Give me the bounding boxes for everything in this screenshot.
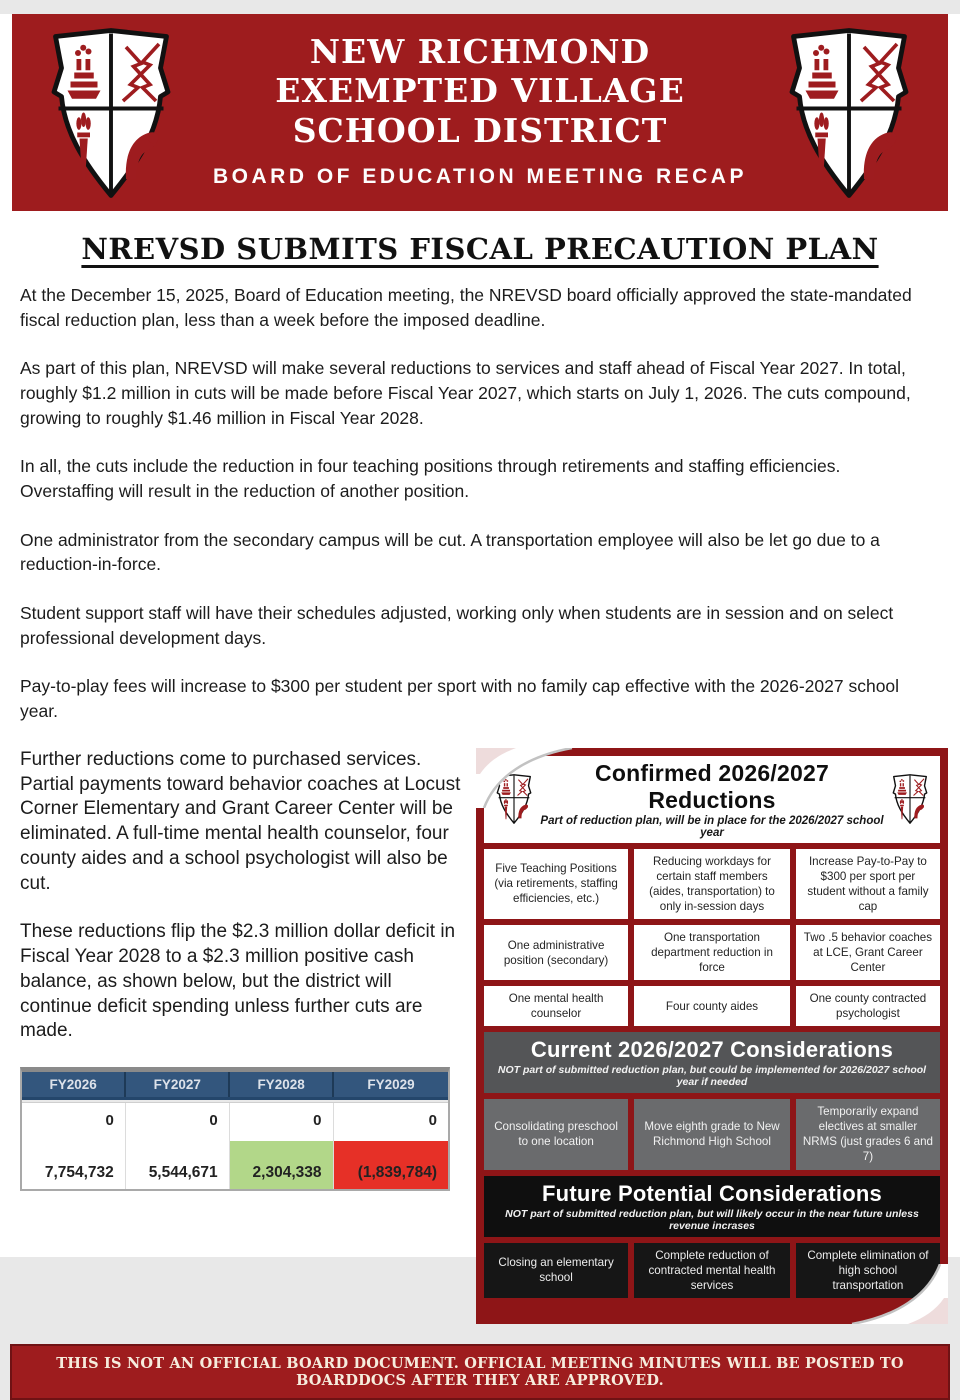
paragraph: Further reductions come to purchased services. Partial payments toward behavior coaches at Locust Corner Elementary and Grant Career Center will be eliminated. A full-time mental health counselor, four county aides and a school psychologist will also be cut.	[20, 748, 461, 895]
current-subtitle: NOT part of submitted reduction plan, but could be implemented for 2026/2027 school year if needed	[497, 1064, 927, 1089]
disclaimer-bar: THIS IS NOT AN OFFICIAL BOARD DOCUMENT. OFFICIAL MEETING MINUTES WILL BE POSTED TO BOARDDOCS AFTER THEY ARE APPROVED.	[10, 1344, 950, 1400]
table-cell: 0	[22, 1103, 125, 1141]
consideration-item: Consolidating preschool to one location	[484, 1099, 628, 1169]
school-crest-icon	[774, 23, 924, 203]
swoosh-decoration-icon	[848, 1264, 948, 1324]
table-cell: 7,754,732	[22, 1141, 125, 1189]
table-cell-positive: 2,304,338	[229, 1141, 333, 1189]
future-subtitle: NOT part of submitted reduction plan, but will likely occur in the near future unless revenue incrases	[505, 1207, 919, 1232]
district-title-line1: NEW RICHMOND	[309, 31, 651, 71]
header-banner	[12, 14, 948, 211]
district-title	[186, 32, 774, 151]
paragraph: One administrator from the secondary campus will be cut. A transportation employee will also be let go due to a reduction-in-force.	[20, 529, 880, 575]
reduction-item: Reducing workdays for certain staff members (aides, transportation) to only in-session days	[634, 849, 790, 919]
school-crest-icon	[888, 772, 932, 826]
reduction-item: One mental health counselor	[484, 986, 628, 1026]
column-header: FY2028	[229, 1072, 333, 1099]
left-column	[20, 748, 466, 1191]
consideration-item: Move eighth grade to New Richmond High School	[634, 1099, 790, 1169]
reduction-item: One administrative position (secondary)	[484, 925, 628, 980]
table-cell: 5,544,671	[125, 1141, 229, 1189]
confirmed-title: Confirmed 2026/2027 Reductions	[595, 759, 829, 813]
article-headline: NREVSD SUBMITS FISCAL PRECAUTION PLAN	[81, 232, 879, 266]
reduction-item: Four county aides	[634, 986, 790, 1026]
table-cell: 0	[125, 1103, 229, 1141]
paragraph: In all, the cuts include the reduction in four teaching positions through retirements and staffing efficiencies. Overstaffing will result in the reduction of another position.	[20, 456, 841, 502]
future-considerations-header	[484, 1176, 940, 1237]
banner-subtitle: BOARD OF EDUCATION MEETING RECAP	[213, 165, 747, 189]
table-cell: 0	[428, 1112, 437, 1130]
consideration-item: Closing an elementary school	[484, 1243, 628, 1298]
consideration-item: Complete reduction of contracted mental health services	[634, 1243, 790, 1298]
district-title-line3: SCHOOL DISTRICT	[292, 110, 668, 150]
school-crest-icon	[36, 23, 186, 203]
current-grid	[484, 1099, 940, 1169]
table-cell: 0	[229, 1103, 333, 1141]
future-title: Future Potential Considerations	[542, 1180, 882, 1206]
column-header: FY2029	[333, 1072, 448, 1099]
table-row	[22, 1103, 448, 1141]
table-header-row	[22, 1072, 448, 1099]
two-column-region	[20, 748, 948, 1324]
current-considerations-header	[484, 1032, 940, 1093]
confirmed-subtitle: Part of reduction plan, will be in place for the 2026/2027 school year	[540, 814, 884, 839]
paragraph: At the December 15, 2025, Board of Education meeting, the NREVSD board officially approved the state-mandated fiscal reduction plan, less than a week before the imposed deadline.	[20, 285, 912, 330]
consideration-item: Temporarily expand electives at smaller NRMS (just grades 6 and 7)	[796, 1099, 940, 1169]
article-body	[20, 283, 932, 724]
current-title: Current 2026/2027 Considerations	[530, 1037, 894, 1063]
table-cell-negative: (1,839,784)	[333, 1141, 448, 1189]
district-title-line2: EXEMPTED VILLAGE	[275, 71, 685, 111]
reduction-item: Five Teaching Positions (via retirements, staffing efficiencies, etc.)	[484, 849, 628, 919]
paragraph: Student support staff will have their schedules adjusted, working only when students are in session and on select professional development days.	[20, 603, 894, 648]
banner-text-block	[186, 32, 774, 194]
confirmed-grid	[484, 849, 940, 1027]
table-row	[22, 1141, 448, 1189]
reduction-item: One transportation department reduction in force	[634, 925, 790, 980]
column-header: FY2026	[22, 1072, 125, 1099]
reduction-item: Increase Pay-to-Pay to $300 per sport per student without a family cap	[796, 849, 940, 919]
fiscal-forecast-table	[20, 1067, 450, 1191]
paragraph: Pay-to-play fees will increase to $300 per student per sport with no family cap effective with the 2026-2027 school year.	[20, 676, 900, 722]
paragraph: These reductions flip the $2.3 million dollar deficit in Fiscal Year 2028 to a $2.3 million positive cash balance, as shown below, but the district will continue deficit spending unless further cuts are made.	[20, 920, 456, 1042]
reductions-infographic	[476, 748, 948, 1324]
reduction-item: One county contracted psychologist	[796, 986, 940, 1026]
consideration-item: Complete elimination of high school transportation	[796, 1243, 940, 1298]
column-header: FY2027	[125, 1072, 229, 1099]
paragraph: As part of this plan, NREVSD will make several reductions to services and staff ahead of Fiscal Year 2027. In total, roughly $1.2 million in cuts will be made before Fiscal Year 2027, which starts on July 1, 2026. The cuts compound, growing to roughly $1.46 million in Fiscal Year 2028.	[20, 358, 911, 428]
swoosh-decoration-icon	[476, 748, 576, 808]
newsletter-page	[0, 14, 960, 1389]
reduction-item: Two .5 behavior coaches at LCE, Grant Career Center	[796, 925, 940, 980]
